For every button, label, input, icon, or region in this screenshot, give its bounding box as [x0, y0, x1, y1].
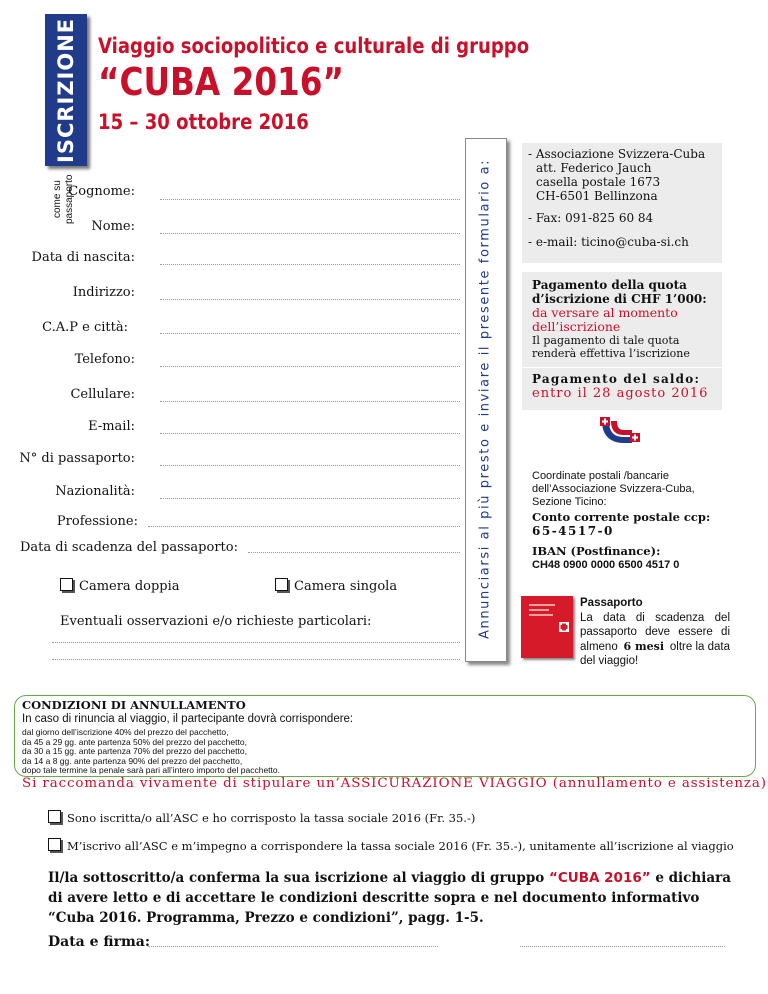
conditions-list — [22, 728, 280, 776]
coordinates-line: Sezione Ticino: — [532, 496, 607, 508]
confirmation-part: e dichiara di avere letto e di accettare le condizioni descritte sopra e nel documento informativo “Cuba 2016. Programma, Prezzo e condizioni”, pagg. 1-5. — [48, 870, 731, 926]
conditions-title: CONDIZIONI DI ANNULLAMENTO — [22, 698, 246, 712]
professione-label: Professione: — [56, 514, 138, 529]
osservazioni-line-1[interactable] — [52, 642, 460, 643]
coordinates-block — [532, 470, 695, 509]
asc-join-option[interactable] — [48, 838, 734, 853]
asc-member-label: Sono iscritta/o all’ASC e ho corrisposto la tassa sociale 2016 (Fr. 35.-) — [67, 811, 476, 825]
indirizzo-field[interactable] — [160, 299, 460, 300]
saldo-title: Pagamento del saldo: — [532, 372, 701, 386]
address-line: CH-6501 Bellinzona — [536, 189, 658, 203]
passport-note-side: come su passaporto — [52, 174, 75, 224]
iscrizione-label: ISCRIZIONE — [54, 17, 78, 163]
camera-singola-label: Camera singola — [294, 579, 398, 594]
asc-join-checkbox[interactable] — [48, 838, 61, 851]
saldo-date: entro il 28 agosto 2016 — [532, 386, 709, 401]
cognome-label: Cognome: — [68, 184, 135, 199]
conditions-line: dal giorno dell’iscrizione 40% del prezzo del pacchetto, — [22, 727, 229, 737]
passaporto-field[interactable] — [160, 465, 460, 466]
camera-doppia-checkbox[interactable] — [60, 578, 73, 591]
passport-note — [580, 596, 730, 669]
email-contact-line: - e-mail: ticino@cuba-si.ch — [528, 235, 689, 249]
quota-deadline: dell’iscrizione — [532, 319, 621, 334]
camera-singola-checkbox[interactable] — [275, 578, 288, 591]
cognome-field[interactable] — [160, 199, 460, 200]
cellulare-field[interactable] — [160, 401, 460, 402]
passport-image — [521, 596, 573, 658]
quota-note: Il pagamento di tale quota — [532, 334, 680, 347]
passaporto-label: N° di passaporto: — [19, 451, 135, 466]
signature-label: Data e firma: — [48, 934, 151, 950]
confirmation-part: Il/la sottoscritto/a conferma la sua iscrizione al viaggio di gruppo — [48, 870, 549, 886]
signature-field[interactable] — [520, 946, 725, 947]
iban-value: CH48 0900 0000 6500 4517 0 — [532, 559, 680, 571]
cap-citta-label: C.A.P e città: — [42, 320, 128, 335]
swiss-cross-icon — [521, 596, 573, 658]
nome-field[interactable] — [160, 233, 460, 234]
cellulare-label: Cellulare: — [70, 387, 135, 402]
coordinates-line: Coordinate postali /bancarie — [532, 470, 669, 482]
camera-doppia-label: Camera doppia — [79, 579, 180, 594]
address-line: att. Federico Jauch — [536, 161, 652, 175]
subtitle: Viaggio sociopolitico e culturale di gruppo — [98, 34, 530, 58]
passport-note-title: Passaporto — [580, 597, 643, 609]
cap-citta-field[interactable] — [160, 333, 460, 334]
insurance-recommendation: Si raccomanda vivamente di stipulare un’ASSICURAZIONE VIAGGIO (annullamento e assistenza) — [22, 776, 767, 791]
iban-label: IBAN (Postfinance): — [532, 544, 661, 558]
asc-member-checkbox[interactable] — [48, 810, 61, 823]
contact-box — [522, 143, 722, 263]
ccp-label: Conto corrente postale ccp: — [532, 510, 711, 524]
passport-note-word: almeno — [580, 640, 618, 653]
indirizzo-label: Indirizzo: — [72, 285, 135, 300]
address-line: casella postale 1673 — [536, 175, 661, 189]
trip-dates: 15 – 30 ottobre 2016 — [98, 110, 309, 134]
passport-note-text: del viaggio! — [580, 655, 639, 667]
conditions-intro: In caso di rinuncia al viaggio, il partecipante dovrà corrispondere: — [22, 713, 354, 725]
osservazioni-line-2[interactable] — [52, 659, 460, 660]
professione-field[interactable] — [148, 526, 460, 527]
send-form-banner-text: Annunciarsi al più presto e inviare il presente formulario a: — [477, 158, 493, 640]
ccp-value: 65-4517-0 — [532, 524, 614, 538]
confirmation-highlight: “CUBA 2016” — [548, 870, 651, 886]
passport-note-text: La data di scadenza del — [580, 611, 730, 624]
nazionalita-field[interactable] — [160, 498, 460, 499]
quota-note: renderà effettiva l’iscrizione — [532, 347, 690, 360]
quota-deadline: da versare al momento — [532, 305, 678, 320]
passport-note-text: passaporto deve essere di — [580, 626, 730, 638]
association-logo-icon — [598, 415, 642, 447]
email-label: E-mail: — [88, 419, 135, 434]
nazionalita-label: Nazionalità: — [55, 484, 135, 499]
conditions-line: dopo tale termine la penale sarà pari all’intero importo del pacchetto. — [22, 765, 280, 776]
scadenza-label: Data di scadenza del passaporto: — [20, 540, 238, 555]
page-title: “CUBA 2016” — [98, 60, 345, 104]
asc-join-label: M’iscrivo all’ASC e m’impegno a corrispondere la tassa sociale 2016 (Fr. 35.-), unitamente all’iscrizione al viaggio — [67, 839, 734, 853]
scadenza-field[interactable] — [248, 552, 460, 553]
passport-note-word: oltre la data — [669, 640, 730, 653]
telefono-label: Telefono: — [74, 352, 135, 367]
quota-box — [522, 272, 722, 367]
saldo-box — [522, 368, 722, 410]
address-line: - Associazione Svizzera-Cuba — [528, 147, 706, 161]
nome-label: Nome: — [91, 219, 135, 234]
fax-line: - Fax: 091-825 60 84 — [528, 211, 654, 225]
data-nascita-field[interactable] — [160, 264, 460, 265]
passport-note-text — [580, 640, 730, 655]
passport-note-months: 6 mesi — [623, 639, 665, 653]
quota-title: Pagamento della quota — [532, 278, 687, 292]
conditions-line: da 14 a 8 gg. ante partenza 90% del prezzo del pacchetto, — [22, 755, 243, 766]
quota-title: d’iscrizione di CHF 1’000: — [532, 292, 707, 306]
confirmation-text — [48, 868, 738, 928]
telefono-field[interactable] — [160, 366, 460, 367]
date-field[interactable] — [148, 946, 438, 947]
camera-singola-option[interactable] — [275, 578, 397, 594]
camera-doppia-option[interactable] — [60, 578, 180, 594]
conditions-line: da 45 a 29 gg. ante partenza 50% del prezzo del pacchetto, — [22, 736, 247, 747]
coordinates-line: dell’Associazione Svizzera-Cuba, — [532, 483, 695, 495]
conditions-line: da 30 a 15 gg. ante partenza 70% del prezzo del pacchetto, — [22, 746, 247, 757]
email-field[interactable] — [160, 433, 460, 434]
data-nascita-label: Data di nascita: — [31, 250, 135, 265]
osservazioni-label: Eventuali osservazioni e/o richieste particolari: — [60, 614, 372, 629]
asc-member-option[interactable] — [48, 810, 475, 825]
